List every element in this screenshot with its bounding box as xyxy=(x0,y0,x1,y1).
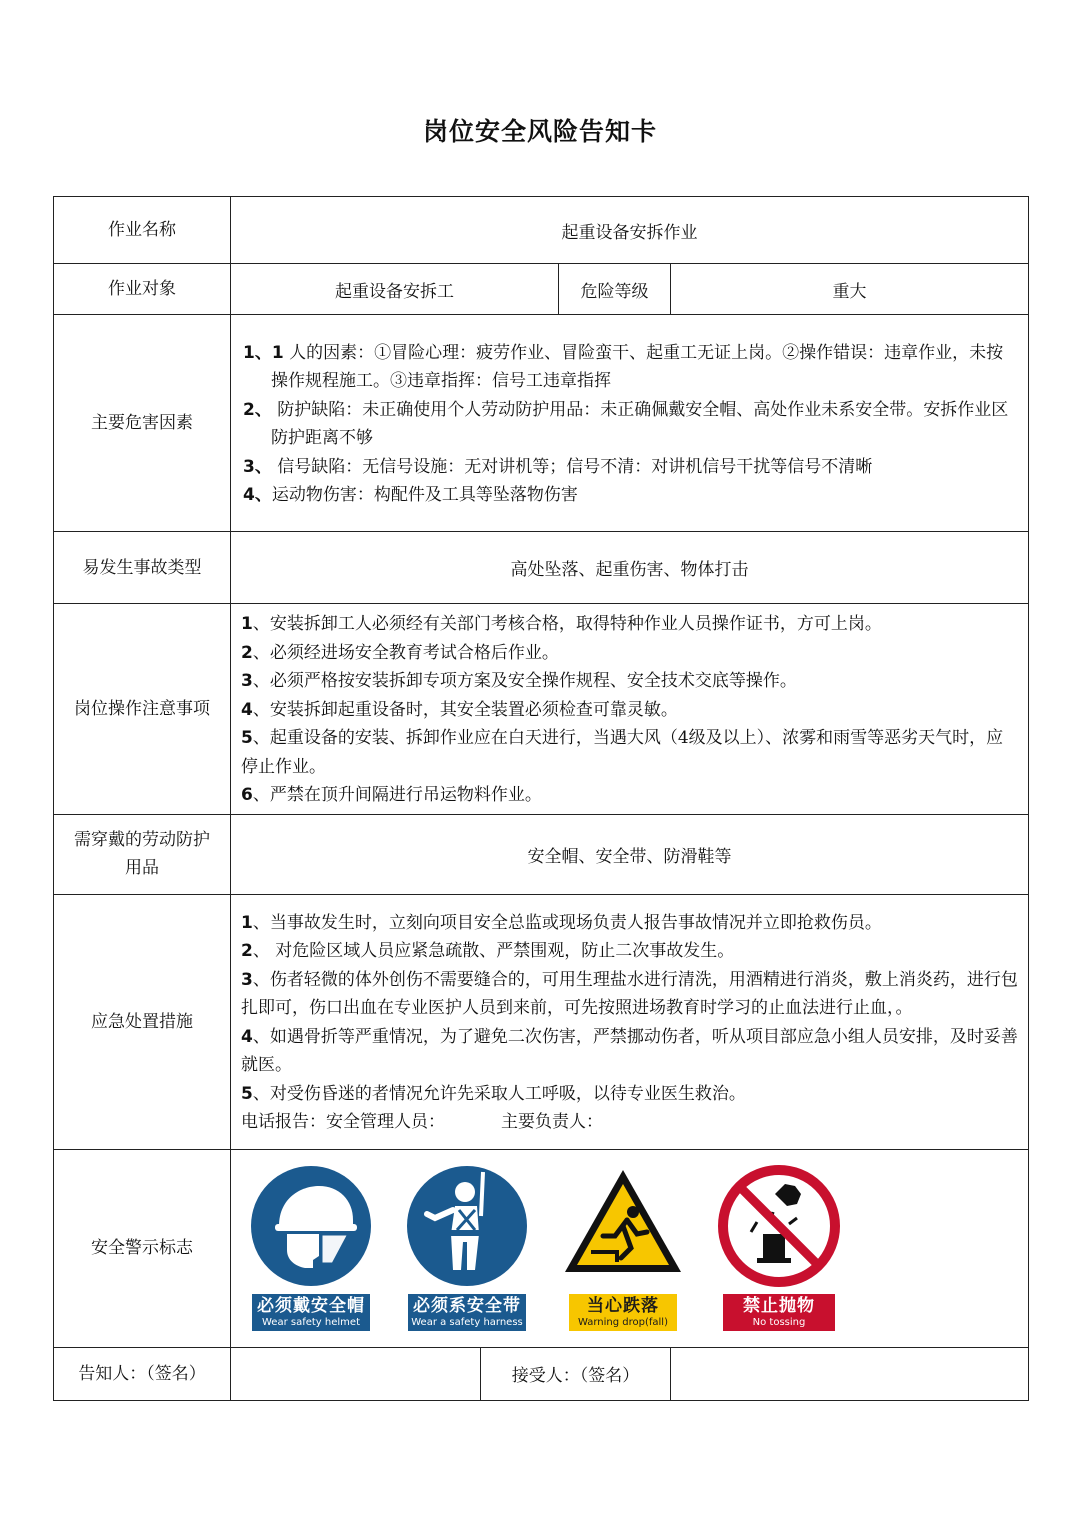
page-title: 岗位安全风险告知卡 xyxy=(422,117,657,146)
notifier-label: 告知人：（签名） xyxy=(54,1347,231,1400)
list-item: 4、如遇骨折等严重情况，为了避免二次伤害，严禁挪动伤者，听从项目部应急小组人员安排，及时妥善就医。 xyxy=(241,1026,1018,1075)
row-precautions xyxy=(54,604,1029,815)
sign-no-tossing xyxy=(717,1164,841,1331)
hazards-list xyxy=(231,315,1029,532)
list-item: 4、安装拆卸起重设备时，其安全装置必须检查可靠灵敏。 xyxy=(241,699,678,720)
list-item: 2、 对危险区域人员应紧急疏散、严禁围观，防止二次事故发生。 xyxy=(241,941,735,961)
job-name-value: 起重设备安拆作业 xyxy=(231,197,1029,264)
list-item: 4、运动物伤害：构配件及工具等坠落物伤害 xyxy=(243,485,578,505)
sign-wear-helmet xyxy=(249,1164,373,1331)
risk-level-value: 重大 xyxy=(671,264,1029,315)
ppe-label: 需穿戴的劳动防护 用品 xyxy=(54,814,231,894)
sign-plate: 必须系安全带 Wear a safety harness xyxy=(408,1294,526,1331)
list-item: 5、起重设备的安装、拆卸作业应在白天进行，当遇大风（4级及以上）、浓雾和雨雪等恶劣天气时，应停止作业。 xyxy=(241,728,1004,777)
precautions-label: 岗位操作注意事项 xyxy=(54,604,231,815)
list-item: 1、1 人的因素：①冒险心理：疲劳作业、冒险蛮干、起重工无证上岗。②操作错误：违章作业，未按操作规程施工。③违章指挥：信号工违章指挥 xyxy=(243,342,1004,391)
sign-wear-harness xyxy=(405,1164,529,1331)
notifier-sign-field[interactable] xyxy=(231,1347,481,1400)
row-ppe xyxy=(54,814,1029,894)
receiver-sign-field[interactable] xyxy=(671,1347,1029,1400)
job-name-label: 作业名称 xyxy=(54,197,231,264)
list-item: 2、 防护缺陷：未正确使用个人劳动防护用品：未正确佩戴安全帽、高处作业未系安全带。安拆作业区防护距离不够 xyxy=(243,399,1009,448)
fall-warning-icon xyxy=(561,1164,685,1288)
row-accidents xyxy=(54,532,1029,604)
risk-level-label: 危险等级 xyxy=(559,264,671,315)
list-item: 2、必须经进场安全教育考试合格后作业。 xyxy=(241,642,559,663)
hazards-label: 主要危害因素 xyxy=(54,315,231,532)
precautions-list xyxy=(231,604,1029,815)
list-item: 3、 信号缺陷：无信号设施：无对讲机等；信号不清：对讲机信号干扰等信号不清晰 xyxy=(243,456,873,477)
signs-cell xyxy=(231,1149,1029,1347)
sign-plate: 必须戴安全帽 Wear safety helmet xyxy=(252,1294,370,1331)
sign-warning-fall xyxy=(561,1164,685,1331)
row-hazards xyxy=(54,315,1029,532)
emergency-list xyxy=(231,894,1029,1149)
accidents-value: 高处坠落、起重伤害、物体打击 xyxy=(231,532,1029,604)
list-item: 5、对受伤昏迷的者情况允许先采取人工呼吸，以待专业医生救治。 xyxy=(241,1083,746,1104)
job-object-label: 作业对象 xyxy=(54,264,231,315)
list-item: 3、必须严格按安装拆卸专项方案及安全操作规程、安全技术交底等操作。 xyxy=(241,671,797,691)
harness-icon xyxy=(405,1164,529,1288)
sign-plate: 禁止抛物 No tossing xyxy=(723,1294,835,1331)
sign-plate: 当心跌落 Warning drop(fall) xyxy=(569,1294,677,1331)
row-job-object xyxy=(54,264,1029,315)
helmet-icon xyxy=(249,1164,373,1288)
list-item: 1、当事故发生时，立刻向项目安全总监或现场负责人报告事故情况并立即抢救伤员。 xyxy=(241,912,882,933)
row-emergency xyxy=(54,894,1029,1149)
phone-report: 电话报告：安全管理人员： 主要负责人： xyxy=(241,1112,603,1132)
risk-card-table xyxy=(53,196,1029,1401)
row-job-name xyxy=(54,197,1029,264)
signs-label: 安全警示标志 xyxy=(54,1149,231,1347)
ppe-value: 安全帽、安全带、防滑鞋等 xyxy=(231,814,1029,894)
row-signs xyxy=(54,1149,1029,1347)
list-item: 3、伤者轻微的体外创伤不需要缝合的，可用生理盐水进行清洗，用酒精进行消炎，敷上消炎药，进行包扎即可，伤口出血在专业医护人员到来前，可先按照进场教育时学习的止血法进行止血，。 xyxy=(241,969,1018,1018)
no-tossing-icon xyxy=(717,1164,841,1288)
emergency-label: 应急处置措施 xyxy=(54,894,231,1149)
accidents-label: 易发生事故类型 xyxy=(54,532,231,604)
job-object-value: 起重设备安拆工 xyxy=(231,264,559,315)
list-item: 6、严禁在顶升间隔进行吊运物料作业。 xyxy=(241,785,542,805)
list-item: 1、安装拆卸工人必须经有关部门考核合格，取得特种作业人员操作证书，方可上岗。 xyxy=(241,614,882,634)
receiver-label: 接受人：（签名） xyxy=(481,1347,671,1400)
row-signature xyxy=(54,1347,1029,1400)
